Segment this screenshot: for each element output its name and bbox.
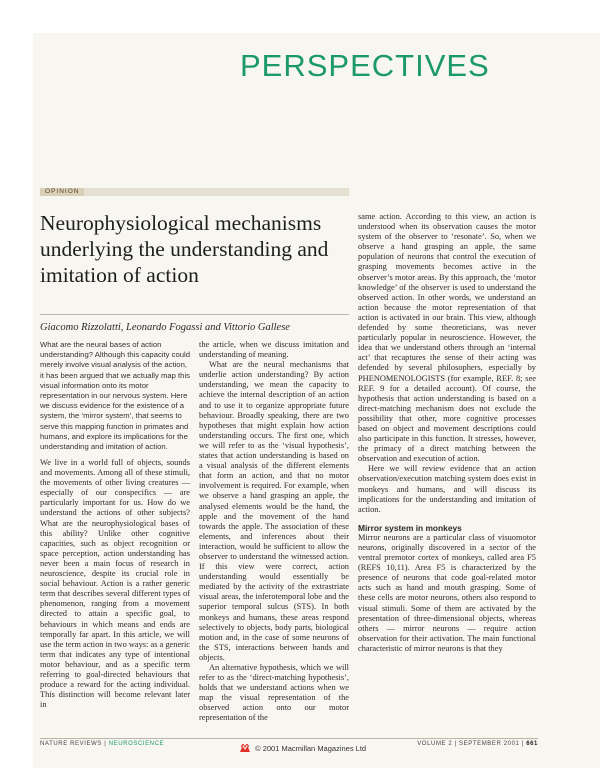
publisher-logo-icon — [240, 744, 250, 752]
paragraph: Mirror neurons are a particular class of visuomotor neurons, originally discovered in a sector of the ventral premotor cortex of monkeys, called area F5 (REFS 10,11). Area F5 is characterized by the presence of neurons that code goal-related motor acts such as hand and mouth grasping. Some of these cells are motor neurons, others also respond to visual stimuli. Some of them are activated by the presentation of three-dimensional objects, whereas others — mirror neurons — require action observation for their activation. The main functional characteristic of mirror neurons is that they — [358, 532, 536, 653]
opinion-bar — [40, 188, 349, 196]
paragraph: An alternative hypothesis, which we will refer to as the ‘direct-matching hypothesis’, holds that we understand actions when we map the visual representation of the observed action onto our motor representation of the — [199, 663, 349, 723]
paragraph: the article, when we discuss imitation and understanding of meaning. — [199, 340, 349, 360]
body-column-middle — [199, 340, 349, 724]
paragraph: same action. According to this view, an action is understood when its observation causes the motor system of the observer to ‘resonate’. So, when we observe a hand grasping an apple, the same population of neurons that control the execution of grasping movements becomes active in the observer’s motor areas. By this approach, the ‘motor knowledge’ of the observer is used to understand the observed action. In other words, we understand an action because the motor representation of that action is activated in our brain. This view, although defended by some theoreticians, was never particularly popular in neuroscience. However, the idea that we understand others through an ‘internal act’ that recaptures the sense of their acting was defended by several philosophers, especially by PHENOMENOLOGISTS (for example, REF. 8; see REF. 9 for a detailed account). Of course, the hypothesis that action understanding is based on a direct-matching mechanism does not exclude the possibility that other, more cognitive processes based on object and movement descriptions could also participate in this function. It stresses, however, the primacy of a direct matching between the observation and execution of action. — [358, 212, 536, 464]
paragraph: We live in a world full of objects, sounds and movements. Among all of these stimuli, the movements of other living creatures — especially of our conspecifics — are particularly important for us. How do we understand the actions of other subjects? What are the neurophysiological bases of this ability? Unlike other cognitive capacities, such as object recognition or space perception, action understanding has never been a main focus of research in neuroscience, despite its crucial role in social behaviour. Action is a rather generic term that describes several different types of phenomenon, ranging from a movement directed to attain a specific goal, to behaviours in which means and ends are temporally far apart. In this article, we will use the term action in two ways: as a generic term that indicates any type of intentional motor behaviour, and as a specific term referring to goal-directed behaviours that produce a reward for the acting individual. This distinction will become relevant later in — [40, 458, 191, 710]
footer-publisher — [240, 744, 366, 753]
footer-issue — [417, 741, 538, 747]
section-title: PERSPECTIVES — [240, 48, 490, 83]
body-column-right — [358, 212, 536, 654]
page-number: 661 — [526, 741, 538, 747]
paragraph: Here we will review evidence that an action observation/execution matching system does exist in monkeys and humans, and will discuss its implications for the understanding and imitation of action. — [358, 464, 536, 514]
footer-divider — [40, 738, 538, 739]
article-title: Neurophysiological mechanisms underlying the understanding and imitation of action — [40, 211, 329, 287]
section-heading: Mirror system in monkeys — [358, 522, 462, 533]
body-column-left — [40, 458, 190, 710]
footer-journal — [40, 741, 164, 747]
journal-section: NEUROSCIENCE — [108, 741, 165, 747]
author-list: Giacomo Rizzolatti, Leonardo Fogassi and Vittorio Gallese — [40, 322, 290, 333]
footer-separator: | — [521, 741, 527, 747]
abstract: What are the neural bases of action understanding? Although this capacity could merely involve visual analysis of the action, it has been argued that we actually map this visual information onto its motor representation in our nervous system. Here we discuss evidence for the existence of a system, the ‘mirror system’, that seems to serve this mapping function in primates and humans, and explore its implications for the understanding and imitation of action. — [40, 340, 191, 452]
opinion-tag: OPINION — [40, 188, 84, 196]
journal-name: NATURE REVIEWS — [40, 741, 102, 747]
issue-info: VOLUME 2 | SEPTEMBER 2001 — [417, 741, 520, 747]
paragraph: What are the neural mechanisms that underlie action understanding? By action understanding, we mean the capacity to achieve the internal description of an action and to use it to organize appropriate future behaviour. Broadly speaking, there are two hypotheses that might explain how action understanding occurs. The first one, which we will refer to as the ‘visual hypothesis’, states that action understanding is based on a visual analysis of the different elements that form an action, and that no motor involvement is required. For example, when we observe a hand grasping an apple, the analysed elements would be the hand, the apple and the movement of the hand towards the apple. The association of these elements, and inferences about their interaction, would be sufficient to allow the observer to understand the witnessed action. If this view were correct, action understanding would essentially be mediated by the activity of the extrastriate visual areas, the inferotemporal lobe and the superior temporal sulcus (STS). In both monkeys and humans, these areas respond selectively to objects, body parts, biological motion and, in the case of some neurons of the STS, interactions between hands and objects. — [199, 360, 349, 662]
copyright-text: © 2001 Macmillan Magazines Ltd — [255, 744, 367, 753]
title-divider — [40, 314, 349, 315]
footer-separator: | — [104, 741, 109, 747]
